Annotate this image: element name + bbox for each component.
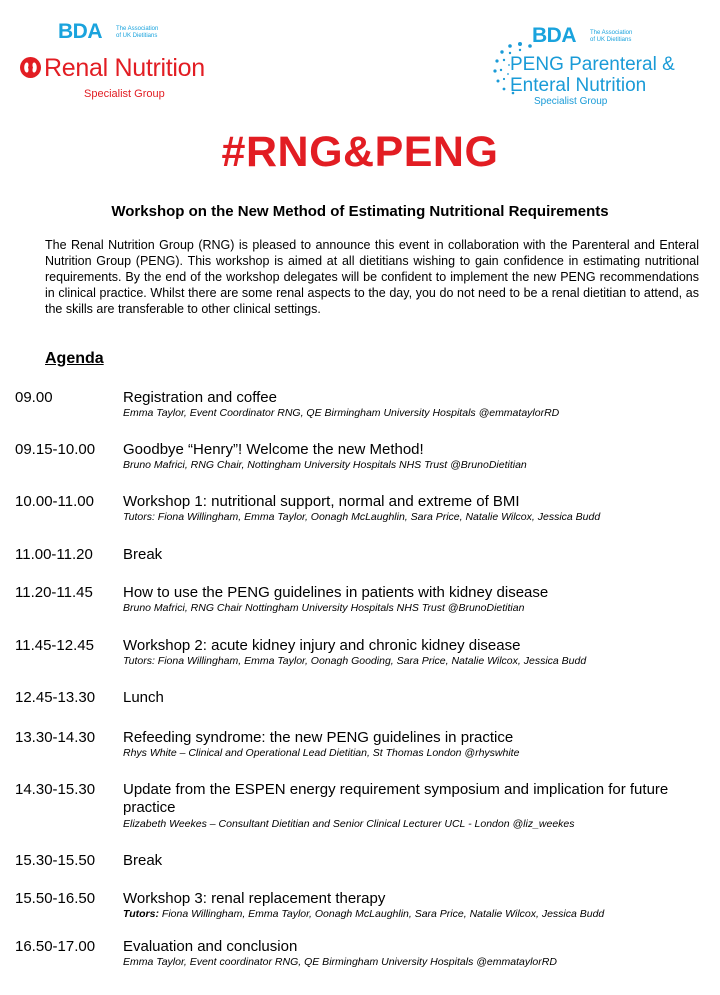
agenda-time: 11.00-11.20 (15, 546, 93, 563)
event-hashtag: #RNG&PENG (221, 128, 499, 176)
peng-name: PENG Parenteral & Enteral Nutrition (510, 54, 675, 96)
renal-specialist-group: Specialist Group (84, 88, 165, 100)
agenda-title: Goodbye “Henry”! Welcome the new Method! (123, 441, 424, 458)
tutors-label: Tutors: (123, 908, 159, 920)
agenda-title: Registration and coffee (123, 389, 277, 406)
workshop-title: Workshop on the New Method of Estimating Nutritional Requirements (111, 203, 609, 220)
agenda-time: 14.30-15.30 (15, 781, 96, 798)
intro-paragraph: The Renal Nutrition Group (RNG) is pleased to announce this event in collaboration with the Parenteral and Enteral Nutrition Group (PENG). This workshop is aimed at all dietitians wishing to gain confidence in estimating nutritional requirements. By the end of the workshop delegates will be confident to implement the new PENG recommendations in clinical practice. Whilst there are some renal aspects to the day, you do not need to be a renal dietitian to attend, as the skills are transferable to other clinical settings. (45, 238, 699, 316)
bda-subtext: The Association of UK Dietitians (116, 26, 159, 39)
bda-subtext: The Association of UK Dietitians (590, 30, 633, 43)
agenda-time: 16.50-17.00 (15, 938, 96, 955)
bda-logo-text: BDA (58, 20, 102, 43)
agenda-time: 12.45-13.30 (15, 689, 96, 706)
agenda-title: Break (123, 852, 163, 869)
agenda-speaker: Elizabeth Weekes – Consultant Dietitian and Senior Clinical Lecturer UCL - London @liz_weekes (123, 818, 575, 830)
bda-logo-text: BDA (532, 24, 576, 47)
agenda-speaker: Bruno Mafrici, RNG Chair, Nottingham University Hospitals NHS Trust @BrunoDietitian (123, 459, 527, 471)
agenda-speaker: Tutors: Fiona Willingham, Emma Taylor, Oonagh Gooding, Sara Price, Natalie Wilcox, Jessica Budd (123, 655, 587, 667)
agenda-speaker: Tutors: Fiona Willingham, Emma Taylor, Oonagh McLaughlin, Sara Price, Natalie Wilcox, Jessica Budd (123, 908, 605, 920)
agenda-title: Refeeding syndrome: the new PENG guidelines in practice (123, 729, 514, 746)
agenda-speaker: Bruno Mafrici, RNG Chair Nottingham University Hospitals NHS Trust @BrunoDietitian (123, 602, 525, 614)
agenda-time: 11.45-12.45 (15, 637, 94, 654)
peng-logo (490, 24, 700, 110)
agenda-speaker: Tutors: Fiona Willingham, Emma Taylor, Oonagh McLaughlin, Sara Price, Natalie Wilcox, Jessica Budd (123, 511, 601, 523)
agenda-time: 09.00 (15, 389, 53, 406)
agenda-speaker: Emma Taylor, Event Coordinator RNG, QE Birmingham University Hospitals @emmataylorRD (123, 407, 560, 419)
agenda-title: Workshop 3: renal replacement therapy (123, 890, 386, 907)
agenda-title: Workshop 1: nutritional support, normal and extreme of BMI (123, 493, 520, 510)
agenda-heading: Agenda (45, 350, 104, 367)
renal-nutrition-logo (20, 20, 240, 110)
agenda-title: Break (123, 546, 163, 563)
agenda-time: 11.20-11.45 (15, 584, 93, 601)
agenda-title: Update from the ESPEN energy requirement symposium and implication for future practice (123, 781, 669, 816)
agenda-title: How to use the PENG guidelines in patients with kidney disease (123, 584, 549, 601)
agenda-speaker: Rhys White – Clinical and Operational Lead Dietitian, St Thomas London @rhyswhite (123, 747, 520, 759)
renal-nutrition-name: Renal Nutrition (44, 54, 205, 82)
agenda-title: Evaluation and conclusion (123, 938, 298, 955)
agenda-time: 10.00-11.00 (15, 493, 94, 510)
agenda-title: Lunch (123, 689, 164, 706)
agenda-speaker: Emma Taylor, Event coordinator RNG, QE Birmingham University Hospitals @emmataylorRD (123, 956, 557, 968)
kidney-icon (20, 57, 41, 78)
agenda-time: 15.30-15.50 (15, 852, 96, 869)
agenda-time: 13.30-14.30 (15, 729, 96, 746)
peng-specialist-group: Specialist Group (534, 96, 608, 107)
agenda-title: Workshop 2: acute kidney injury and chronic kidney disease (123, 637, 521, 654)
agenda-time: 15.50-16.50 (15, 890, 96, 907)
agenda-time: 09.15-10.00 (15, 441, 96, 458)
